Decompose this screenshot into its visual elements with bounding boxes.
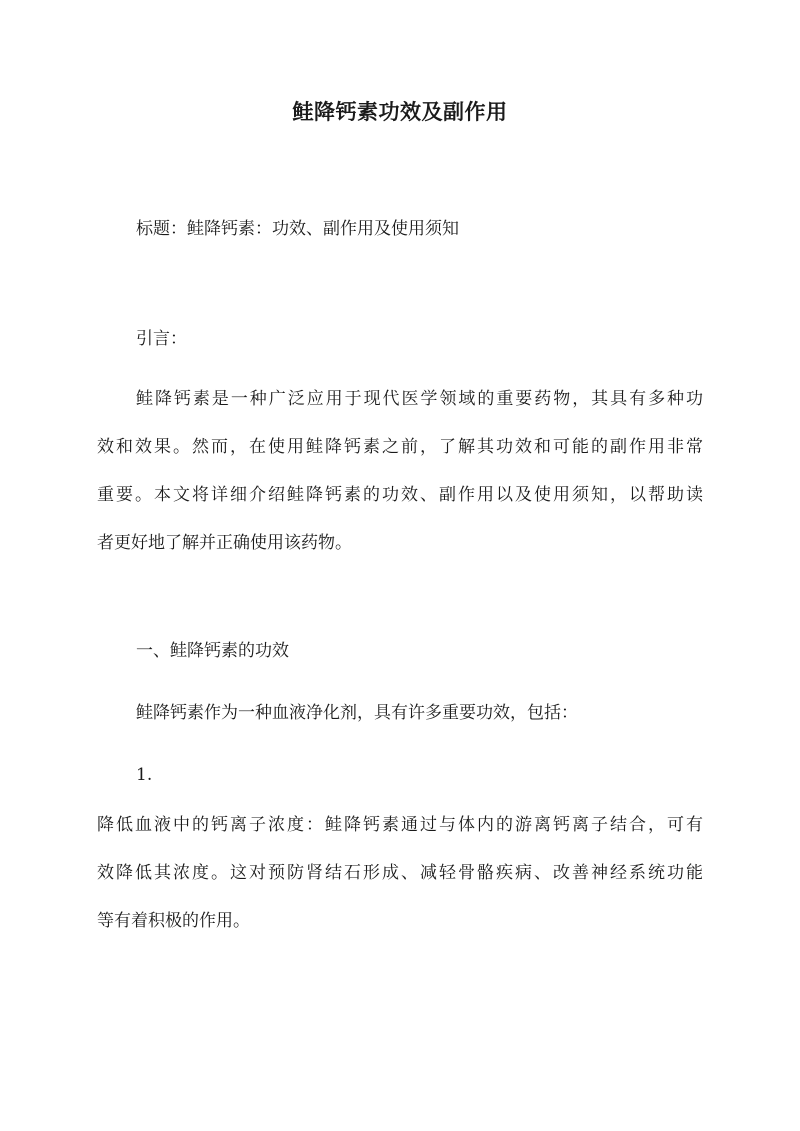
intro-paragraph-line: 者更好地了解并正确使用该药物。 (97, 533, 352, 553)
section-heading: 一、鲑降钙素的功效 (136, 641, 289, 661)
intro-heading: 引言： (136, 329, 187, 349)
intro-paragraph-line: 效和效果。然而，在使用鲑降钙素之前，了解其功效和可能的副作用非常 (97, 437, 703, 457)
section-intro: 鲑降钙素作为一种血液净化剂，具有许多重要功效，包括： (136, 703, 578, 723)
intro-paragraph-line: 重要。本文将详细介绍鲑降钙素的功效、副作用以及使用须知，以帮助读 (97, 485, 703, 505)
intro-paragraph-line: 鲑降钙素是一种广泛应用于现代医学领域的重要药物，其具有多种功 (136, 389, 703, 409)
document-subtitle: 标题：鲑降钙素：功效、副作用及使用须知 (136, 219, 459, 239)
list-item-line: 等有着积极的作用。 (97, 911, 250, 931)
list-item-line: 效降低其浓度。这对预防肾结石形成、减轻骨骼疾病、改善神经系统功能 (97, 863, 703, 883)
list-item-line: 降低血液中的钙离子浓度：鲑降钙素通过与体内的游离钙离子结合，可有 (97, 815, 703, 835)
document-title: 鲑降钙素功效及副作用 (292, 99, 508, 124)
list-item-number: 1. (136, 765, 153, 785)
